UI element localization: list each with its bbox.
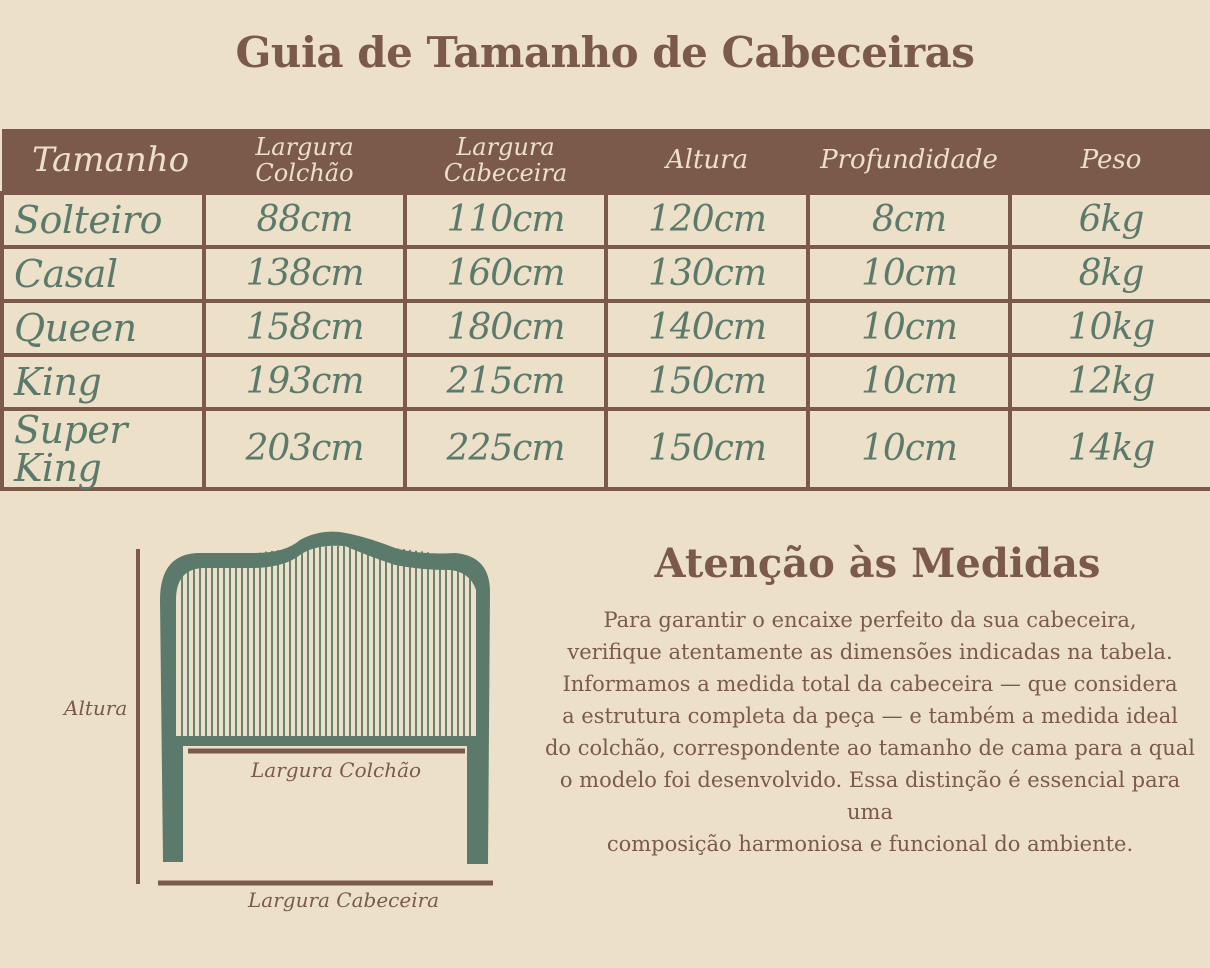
header-altura: Altura	[606, 129, 808, 193]
header-line: Largura	[456, 133, 555, 161]
header-line: Largura	[255, 133, 354, 161]
mattress-width-cell: 138cm	[204, 247, 405, 301]
headboard-width-cell: 160cm	[405, 247, 606, 301]
table-header-row	[2, 129, 1210, 193]
weight-cell: 12kg	[1010, 355, 1210, 409]
mattress-width-cell: 88cm	[204, 193, 405, 247]
height-cell: 140cm	[606, 301, 808, 355]
height-cell: 130cm	[606, 247, 808, 301]
depth-cell: 10cm	[808, 247, 1010, 301]
attention-line: do colchão, correspondente ao tamanho de cama para a qual	[544, 736, 1196, 760]
attention-line: Para garantir o encaixe perfeito da sua cabeceira,	[603, 608, 1137, 632]
weight-cell: 14kg	[1010, 409, 1210, 489]
depth-cell: 10cm	[808, 355, 1010, 409]
attention-line: o modelo foi desenvolvido. Essa distinção é essencial para uma	[559, 768, 1181, 824]
attention-line: composição harmoniosa e funcional do ambiente.	[606, 832, 1134, 856]
headboard-diagram	[0, 520, 520, 960]
table-row	[2, 355, 1210, 409]
headboard-width-cell: 180cm	[405, 301, 606, 355]
attention-line: Informamos a medida total da cabeceira — que considera	[562, 672, 1178, 696]
mattress-width-cell: 158cm	[204, 301, 405, 355]
headboard-width-cell: 225cm	[405, 409, 606, 489]
size-table	[0, 129, 1210, 491]
headboard-width-cell: 110cm	[405, 193, 606, 247]
attention-line: a estrutura completa da peça — e também a medida ideal	[562, 704, 1178, 728]
weight-cell: 10kg	[1010, 301, 1210, 355]
depth-cell: 10cm	[808, 409, 1010, 489]
weight-cell: 8kg	[1010, 247, 1210, 301]
table-row	[2, 247, 1210, 301]
height-cell: 120cm	[606, 193, 808, 247]
header-tamanho: Tamanho	[2, 129, 204, 193]
weight-cell: 6kg	[1010, 193, 1210, 247]
table-row	[2, 193, 1210, 247]
size-cell: Super King	[2, 409, 204, 489]
headboard-width-cell: 215cm	[405, 355, 606, 409]
page-title: Guia de Tamanho de Cabeceiras	[235, 28, 975, 77]
depth-cell: 10cm	[808, 301, 1010, 355]
header-peso: Peso	[1010, 129, 1210, 193]
size-cell: King	[2, 355, 204, 409]
table-row	[2, 409, 1210, 489]
size-cell: Queen	[2, 301, 204, 355]
header-line: Cabeceira	[443, 159, 568, 187]
size-cell: Solteiro	[2, 193, 204, 247]
height-label: Altura	[64, 696, 128, 720]
height-cell: 150cm	[606, 355, 808, 409]
mattress-width-cell: 193cm	[204, 355, 405, 409]
attention-line: verifique atentamente as dimensões indicadas na tabela.	[567, 640, 1173, 664]
size-cell: Casal	[2, 247, 204, 301]
header-largura-colchao	[204, 129, 405, 193]
attention-body	[540, 604, 1200, 860]
mattress-width-label: Largura Colchão	[251, 758, 422, 782]
attention-title: Atenção às Medidas	[654, 540, 1101, 587]
header-largura-cabeceira	[405, 129, 606, 193]
header-profundidade: Profundidade	[808, 129, 1010, 193]
headboard-slats	[182, 546, 470, 736]
headboard-width-label: Largura Cabeceira	[248, 888, 440, 912]
depth-cell: 8cm	[808, 193, 1010, 247]
header-line: Colchão	[255, 159, 354, 187]
height-cell: 150cm	[606, 409, 808, 489]
table-row	[2, 301, 1210, 355]
mattress-width-cell: 203cm	[204, 409, 405, 489]
